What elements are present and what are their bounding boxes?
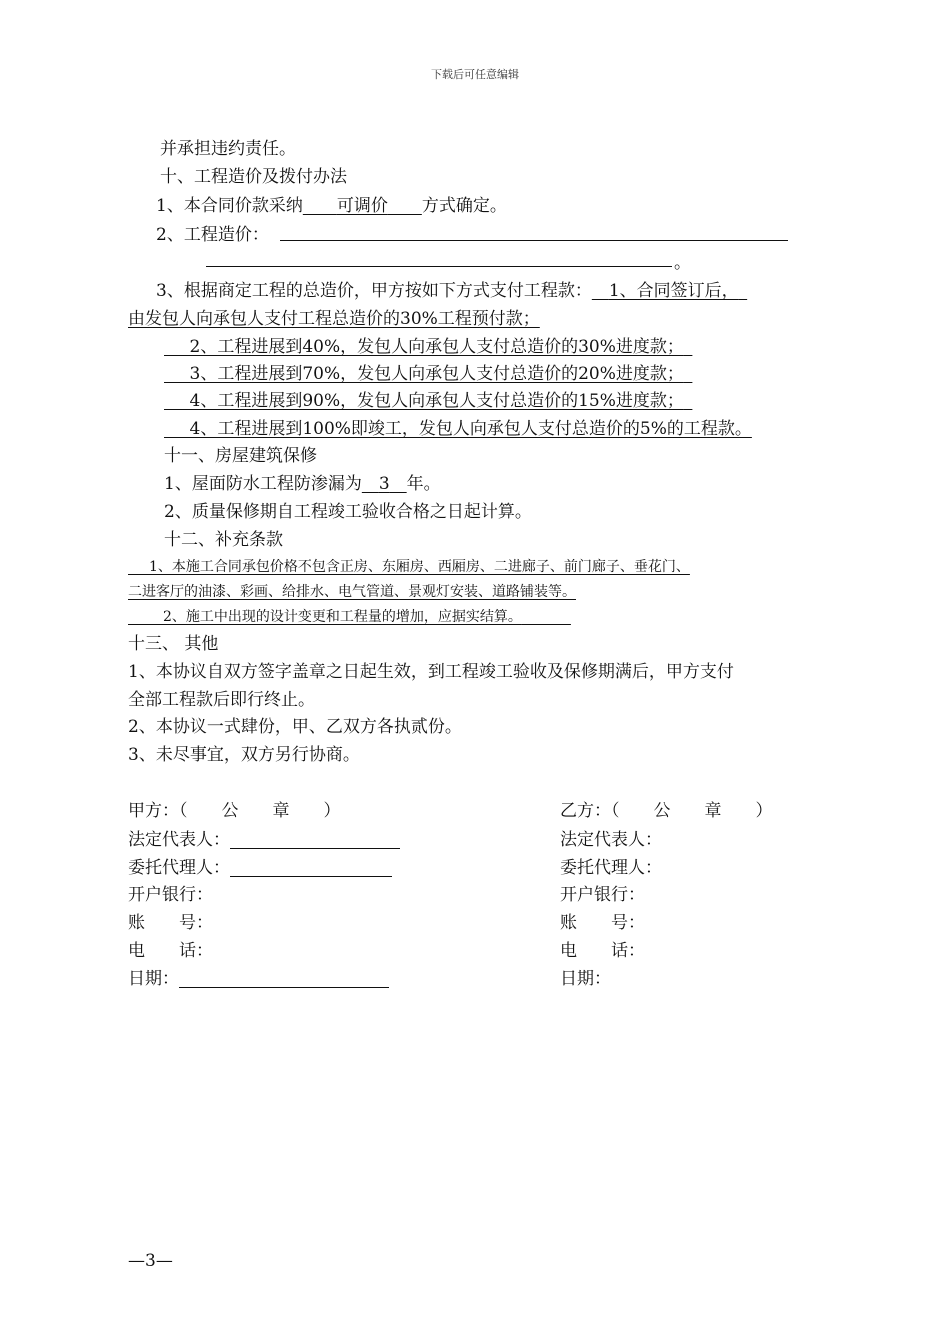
other-clause-3: 3、未尽事宜，双方另行协商。: [128, 745, 360, 765]
warranty-period-line: 2、质量保修期自工程竣工验收合格之日起计算。: [164, 502, 532, 522]
warranty-years-value: 3: [378, 474, 390, 494]
party-a-title: 甲方：（ 公 章 ）: [128, 801, 341, 821]
payment-term-2: 2、工程进展到40%，发包人向承包人支付总造价的30%进度款；: [189, 337, 684, 357]
payment-term-4: 4、工程进展到90%，发包人向承包人支付总造价的15%进度款；: [189, 391, 684, 411]
page-header: 下载后可任意编辑: [431, 68, 519, 81]
party-b-rep: 法定代表人：: [560, 830, 662, 850]
party-a-agent-blank: [230, 860, 392, 877]
price-method-label: 1、本合同价款采纳: [156, 196, 303, 216]
supplement-clause-2: 2、施工中出现的设计变更和工程量的增加，应据实结算。: [163, 609, 522, 625]
party-a-phone: 电 话：: [128, 941, 213, 961]
party-b-agent: 委托代理人：: [560, 858, 662, 878]
supplement-clause-1: 1、本施工合同承包价格不包含正房、东厢房、西厢房、二进廊子、前门廊子、垂花门、: [149, 559, 690, 575]
price-method-value: 可调价: [336, 196, 388, 216]
party-a-agent: 委托代理人：: [128, 857, 392, 879]
cost-blank-line-2: [206, 266, 672, 267]
party-a-rep: 法定代表人：: [128, 829, 400, 851]
party-b-account: 账 号：: [560, 913, 645, 933]
party-b-phone: 电 话：: [560, 941, 645, 961]
price-method-line: [156, 195, 507, 217]
payment-term-3: 3、工程进展到70%，发包人向承包人支付总造价的20%进度款；: [189, 364, 684, 384]
cost-label: 2、工程造价：: [156, 225, 269, 245]
cost-blank-line-1: [280, 240, 788, 241]
page-number: —3—: [128, 1251, 173, 1271]
party-a-bank: 开户银行：: [128, 885, 213, 905]
payment-intro-line: 3、根据商定工程的总造价，甲方按如下方式支付工程款： 1、合同签订后，: [156, 280, 747, 302]
party-a-date: 日期：: [128, 968, 389, 990]
other-clause-2: 2、本协议一式肆份，甲、乙双方各执贰份。: [128, 717, 462, 737]
party-a-account: 账 号：: [128, 913, 213, 933]
payment-term-5: 4、工程进展到100%即竣工，发包人向承包人支付总造价的5%的工程款。: [189, 419, 752, 439]
other-clause-1: 1、本协议自双方签字盖章之日起生效，到工程竣工验收及保修期满后，甲方支付: [128, 662, 734, 682]
party-b-title: 乙方：（ 公 章 ）: [560, 801, 773, 821]
party-b-bank: 开户银行：: [560, 885, 645, 905]
section-heading-12: 十二、补充条款: [164, 530, 283, 550]
text-line: 并承担违约责任。: [160, 139, 296, 159]
section-heading-11: 十一、房屋建筑保修: [164, 446, 317, 466]
warranty-roof-line: 1、屋面防水工程防渗漏为 3 年。: [164, 474, 441, 494]
party-b-date: 日期：: [560, 969, 611, 989]
other-clause-1-cont: 全部工程款后即行终止。: [128, 690, 315, 710]
section-heading-13: 十三、 其他: [128, 634, 219, 654]
supplement-clause-1-cont: 二进客厅的油漆、彩画、给排水、电气管道、景观灯安装、道路铺装等。: [128, 584, 576, 600]
cost-end-mark: 。: [674, 253, 691, 273]
payment-term-1-start: 1、合同签订后，: [608, 281, 739, 301]
section-heading-10: 十、工程造价及拨付办法: [160, 167, 347, 187]
price-method-suffix: 方式确定。: [421, 196, 507, 216]
party-a-date-blank: [179, 971, 389, 988]
party-a-rep-blank: [230, 832, 400, 849]
payment-term-1: 由发包人向承包人支付工程总造价的30%工程预付款；: [128, 309, 540, 329]
